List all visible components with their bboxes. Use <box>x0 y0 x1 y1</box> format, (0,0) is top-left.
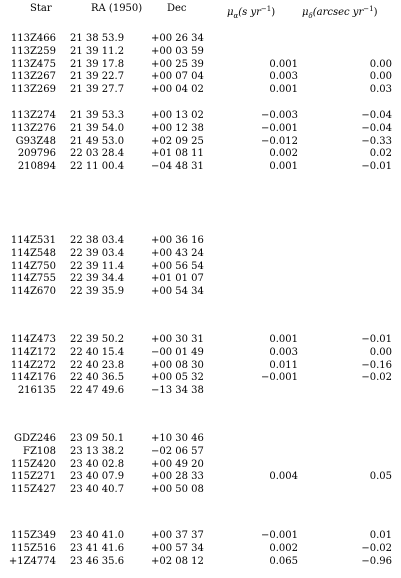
star-name: 113Z276 <box>10 122 56 134</box>
mu-delta-value: −0.01 <box>361 334 392 345</box>
star-name: 115Z427 <box>10 484 56 496</box>
mu-alpha-value: 0.001 <box>269 84 298 96</box>
ra-value: 22 40 23.8 <box>70 359 125 371</box>
ra-value: 21 39 17.8 <box>70 58 125 70</box>
mu-alpha-exponent: −1 <box>260 5 272 13</box>
table-row <box>0 530 401 542</box>
mu-alpha-value: −0.001 <box>260 372 298 384</box>
ra-value: 22 38 03.4 <box>70 235 125 246</box>
ra-value: 22 39 35.9 <box>70 286 125 298</box>
table-row <box>0 385 401 397</box>
dec-value: +00 30 31 <box>151 334 204 345</box>
ra-value: 23 46 35.6 <box>70 555 125 567</box>
mu-delta-value: 0.02 <box>369 148 392 160</box>
mu-alpha-value: −0.001 <box>260 122 298 134</box>
star-name: 114Z176 <box>10 372 56 384</box>
dec-value: +00 50 08 <box>151 484 204 496</box>
ra-value: 23 40 40.7 <box>70 484 125 496</box>
mu-delta-value: 0.00 <box>369 58 392 70</box>
star-name: 114Z473 <box>10 334 56 345</box>
table-row <box>0 372 401 384</box>
mu-delta-value: −0.02 <box>361 372 392 384</box>
star-name: 113Z274 <box>10 110 56 121</box>
ra-value: 23 41 41.6 <box>70 542 125 554</box>
dec-value: +01 08 11 <box>151 148 204 160</box>
mu-delta-value: 0.00 <box>369 346 392 358</box>
table-row <box>0 84 401 96</box>
table-row <box>0 59 401 71</box>
star-name: 115Z349 <box>10 530 56 541</box>
star-name: +1Z4774 <box>8 555 56 567</box>
table-row <box>0 71 401 83</box>
mu-delta-close: ) <box>373 7 378 18</box>
dec-value: +00 36 16 <box>151 235 204 246</box>
dec-value: +00 12 38 <box>151 122 204 134</box>
ra-value: 22 40 36.5 <box>70 372 125 384</box>
star-name: 115Z516 <box>10 542 56 554</box>
ra-value: 21 39 27.7 <box>70 84 125 96</box>
header-star: Star <box>30 3 52 14</box>
mu-delta-exponent: −1 <box>363 5 374 13</box>
table-row <box>0 248 401 260</box>
table-row <box>0 148 401 160</box>
ra-value: 22 39 11.4 <box>70 260 125 272</box>
mu-alpha-subscript: α <box>233 12 239 20</box>
mu-delta-value: 0.05 <box>369 471 392 483</box>
star-name: GDZ246 <box>13 433 56 444</box>
star-name: 115Z271 <box>10 471 56 483</box>
ra-value: 21 39 11.2 <box>70 45 125 57</box>
dec-value: +00 57 34 <box>151 542 204 554</box>
mu-delta-symbol: μ <box>302 7 309 18</box>
star-name: 113Z259 <box>10 45 56 57</box>
mu-alpha-symbol: μ <box>227 7 234 18</box>
star-name: 114Z750 <box>10 260 56 272</box>
star-name: 114Z670 <box>10 286 56 298</box>
header-mu-alpha <box>227 2 276 20</box>
ra-value: 23 09 50.1 <box>70 433 125 444</box>
ra-value: 22 39 34.4 <box>70 273 125 285</box>
mu-alpha-value: 0.065 <box>269 555 298 567</box>
table-row <box>0 360 401 372</box>
mu-alpha-value: 0.004 <box>269 471 298 483</box>
ra-value: 21 38 53.9 <box>70 33 125 44</box>
star-name: G93Z48 <box>15 135 56 147</box>
table-row <box>0 446 401 458</box>
mu-alpha-value: 0.001 <box>269 58 298 70</box>
dec-value: +01 01 07 <box>151 273 204 285</box>
star-name: 114Z531 <box>10 235 56 246</box>
ra-value: 22 39 03.4 <box>70 247 125 259</box>
ra-value: 21 39 54.0 <box>70 122 125 134</box>
mu-alpha-value: 0.011 <box>269 359 298 371</box>
dec-value: +00 49 20 <box>151 458 204 470</box>
mu-delta-unit: (arcsec yr <box>312 7 364 18</box>
mu-delta-value: −0.16 <box>361 359 392 371</box>
mu-alpha-value: −0.001 <box>260 530 298 541</box>
table-row <box>0 286 401 298</box>
mu-alpha-value: 0.003 <box>269 71 298 83</box>
mu-delta-value: −0.04 <box>361 110 392 121</box>
dec-value: +10 30 46 <box>151 433 204 444</box>
dec-value: −00 01 49 <box>151 346 204 358</box>
dec-value: +00 43 24 <box>151 247 204 259</box>
ra-value: 23 40 07.9 <box>70 471 125 483</box>
ra-value: 21 39 53.3 <box>70 110 125 121</box>
mu-delta-value: −0.33 <box>361 135 392 147</box>
mu-delta-value: 0.03 <box>369 84 392 96</box>
dec-value: +00 03 59 <box>151 45 204 57</box>
mu-delta-value: −0.96 <box>361 555 392 567</box>
mu-alpha-value: 0.003 <box>269 346 298 358</box>
table-row <box>0 556 401 568</box>
dec-value: +00 04 02 <box>151 84 204 96</box>
dec-value: +00 07 04 <box>151 71 204 83</box>
mu-delta-value: 0.00 <box>369 71 392 83</box>
ra-value: 22 40 15.4 <box>70 346 125 358</box>
ra-value: 23 40 41.0 <box>70 530 125 541</box>
table-row <box>0 110 401 122</box>
ra-value: 21 39 22.7 <box>70 71 125 83</box>
dec-value: −13 34 38 <box>151 385 204 397</box>
star-name: 113Z269 <box>10 84 56 96</box>
star-name: 113Z475 <box>10 58 56 70</box>
ra-value: 22 03 28.4 <box>70 148 125 160</box>
table-row <box>0 273 401 285</box>
star-name: 216135 <box>17 385 56 397</box>
dec-value: +02 08 12 <box>151 555 204 567</box>
dec-value: +00 25 39 <box>151 58 204 70</box>
mu-alpha-value: 0.002 <box>269 148 298 160</box>
table-row <box>0 334 401 346</box>
dec-value: +00 54 34 <box>151 286 204 298</box>
mu-delta-subscript: δ <box>308 12 313 20</box>
table-row <box>0 161 401 173</box>
table-row <box>0 471 401 483</box>
ra-value: 23 40 02.8 <box>70 458 125 470</box>
star-name: 115Z420 <box>10 458 56 470</box>
mu-alpha-value: 0.001 <box>269 161 298 173</box>
star-name: 114Z272 <box>10 359 56 371</box>
mu-alpha-close: ) <box>271 7 276 18</box>
mu-delta-value: −0.01 <box>361 161 392 173</box>
ra-value: 22 11 00.4 <box>70 161 125 173</box>
dec-value: −04 48 31 <box>151 161 204 173</box>
dec-value: +00 28 33 <box>151 471 204 483</box>
ra-value: 22 47 49.6 <box>70 385 125 397</box>
mu-alpha-value: −0.003 <box>260 110 298 121</box>
table-row <box>0 33 401 45</box>
header-dec: Dec <box>167 3 187 14</box>
dec-value: +00 05 32 <box>151 372 204 384</box>
star-name: 209796 <box>17 148 56 160</box>
dec-value: +00 37 37 <box>151 530 204 541</box>
dec-value: +00 13 02 <box>151 110 204 121</box>
star-name: 114Z172 <box>10 346 56 358</box>
table-row <box>0 459 401 471</box>
dec-value: +02 09 25 <box>151 135 204 147</box>
star-name: 210894 <box>17 161 56 173</box>
dec-value: +00 26 34 <box>151 33 204 44</box>
table-row <box>0 261 401 273</box>
star-name: 114Z548 <box>10 247 56 259</box>
mu-delta-value: −0.04 <box>361 122 392 134</box>
table-row <box>0 235 401 247</box>
ra-value: 22 39 50.2 <box>70 334 125 345</box>
mu-alpha-value: −0.012 <box>260 135 298 147</box>
dec-value: +00 08 30 <box>151 359 204 371</box>
star-name: FZ108 <box>23 445 56 457</box>
star-name: 113Z267 <box>10 71 56 83</box>
header-ra: RA (1950) <box>91 3 143 14</box>
mu-alpha-value: 0.001 <box>269 334 298 345</box>
star-name: 114Z755 <box>10 273 56 285</box>
ra-value: 21 49 53.0 <box>70 135 125 147</box>
dec-value: −02 06 57 <box>151 445 204 457</box>
star-name: 113Z466 <box>10 33 56 44</box>
ra-value: 23 13 38.2 <box>70 445 125 457</box>
dec-value: +00 56 54 <box>151 260 204 272</box>
mu-delta-value: 0.01 <box>369 530 392 541</box>
table-row <box>0 484 401 496</box>
table-row <box>0 347 401 359</box>
header-mu-delta <box>302 2 378 20</box>
table-row <box>0 433 401 445</box>
table-row <box>0 543 401 555</box>
table-row <box>0 136 401 148</box>
mu-alpha-unit: (s yr <box>238 7 261 18</box>
mu-delta-value: −0.02 <box>361 542 392 554</box>
table-row <box>0 123 401 135</box>
mu-alpha-value: 0.002 <box>269 542 298 554</box>
table-row <box>0 46 401 58</box>
